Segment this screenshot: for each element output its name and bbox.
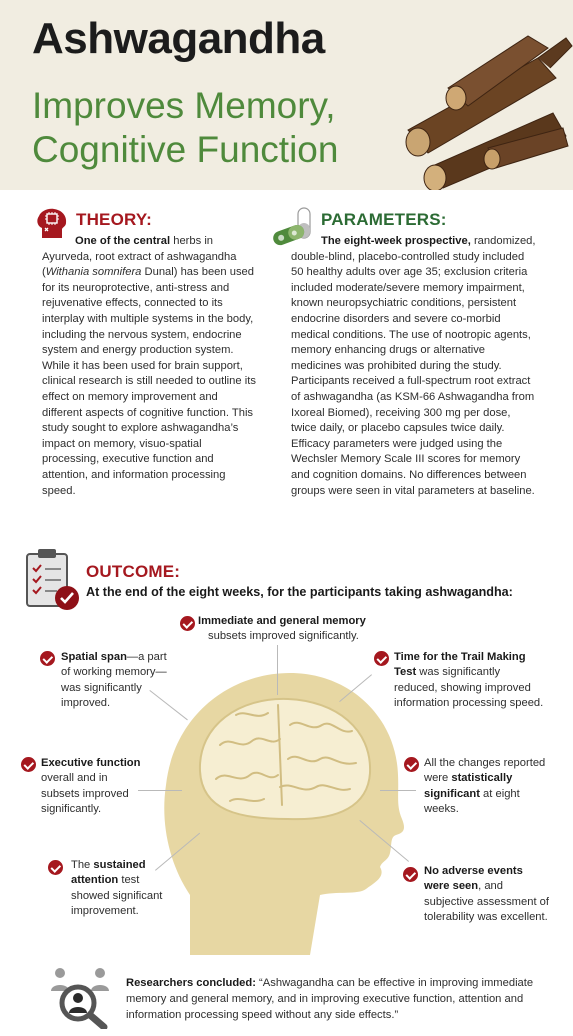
adv-rest: , and subjective assessment of tolerability was excellent. [424,880,549,924]
footer-conclusion [126,975,561,1023]
head-brain-illustration [160,655,408,955]
parameters-lead: The eight-week prospective, [321,235,471,247]
leader-line-changes [380,790,416,791]
theory-heading: THEORY: [76,210,153,229]
adv-bold: No adverse events were seen [424,865,523,893]
immediate-rest: subsets improved significantly. [208,630,359,643]
checkmark-icon [40,651,55,666]
immediate-bold: Immediate and general memory [198,615,366,627]
spatial-rest: —a part of working memory—was significantly improved. [61,651,167,710]
checkmark-icon [180,616,195,631]
changes-bold: statistically significant [424,772,513,800]
theory-text-a: herbs in Ayurveda, root extract of ashwagandha ( [42,235,237,279]
checkmark-icon [404,757,419,772]
theory-species: Withania somnifera [45,266,142,279]
footer-text-body: “Ashwagandha can be effective in improving immediate memory and general memory, and in improving executive function, attention and information processing speed without any side effects.” [126,977,534,1021]
trail-bold: Time for the Trail Making Test [394,651,526,679]
parameters-text-body: randomized, double-blind, placebo-controlled study included 50 healthy adults over age 35; exclusion criteria included moderate/severe memory impairment, known neuropsychiatric conditions, persistent endocrine disorders and severe co-morbid medical conditions. The use of nootropic agents, memory enhancing drugs or alternative medicines was prohibited during the study. Participants received a full-spectrum root extract of ashwagandha (as KSM-66 Ashwagandha from Ixoreal Biomed), receiving 300 mg per dose, twice daily, or placebo capsules twice daily. Efficacy parameters were judged using the Wechsler Memory Scale III scores for memory and cognition domains. No differences between groups were seen in vital parameters at baseline. [291,235,536,497]
outcome-immediate-memory [198,614,388,645]
theory-text-b: Dunal) has been used for its neuroprotective, anti-stress and rejuvenative effects, connected to its interplay with multiple systems in the body, including the nervous system, endocrine system and energy production system. While it has been used for brain support, clinical research is still needed to outline its effect on memory improvement and different aspects of cognitive function. This study sought to explore ashwagandha’s impact on memory, visuo-spatial processing, executive function and attention, and information processing speed. [42,266,256,497]
page-title: Ashwagandha [32,14,325,63]
exec-bold: Executive function [41,757,141,769]
subtitle-line-1: Improves Memory, [32,85,336,126]
changes-a: All the changes reported were [424,757,546,785]
header-banner [0,0,573,190]
checkmark-icon [21,757,36,772]
att-b: test showed significant improvement. [71,874,163,918]
ashwagandha-root-image [388,18,573,190]
checkmark-icon [403,867,418,882]
parameters-text [291,234,537,499]
outcome-heading: OUTCOME: [86,562,181,581]
att-a: The [71,859,94,871]
theory-text [42,234,260,499]
clipboard-check-icon [25,548,81,612]
outcome-no-adverse-events [424,864,549,926]
outcome-sustained-attention [71,858,177,920]
trail-rest: was significantly reduced, showing improved information processing speed. [394,666,544,710]
outcome-subheading: At the end of the eight weeks, for the participants taking ashwagandha: [86,585,513,599]
outcome-statistically-significant [424,756,554,818]
parameters-heading: PARAMETERS: [321,210,447,229]
att-bold: sustained attention [71,859,146,887]
outcome-spatial-span [61,650,176,712]
subtitle-line-2: Cognitive Function [32,129,339,170]
checkmark-icon [374,651,389,666]
researcher-magnifier-icon [48,965,112,1029]
checkmark-icon [48,860,63,875]
leader-line-immediate [277,645,278,695]
page-subtitle [32,84,412,172]
spatial-bold: Spatial span [61,651,127,663]
outcome-executive-function [41,756,146,818]
changes-b: at eight weeks. [424,787,520,816]
outcome-trail-making [394,650,544,712]
theory-lead: One of the central [75,235,171,247]
footer-lead: Researchers concluded: [126,977,256,989]
exec-rest: overall and in subsets improved significantly. [41,772,129,816]
